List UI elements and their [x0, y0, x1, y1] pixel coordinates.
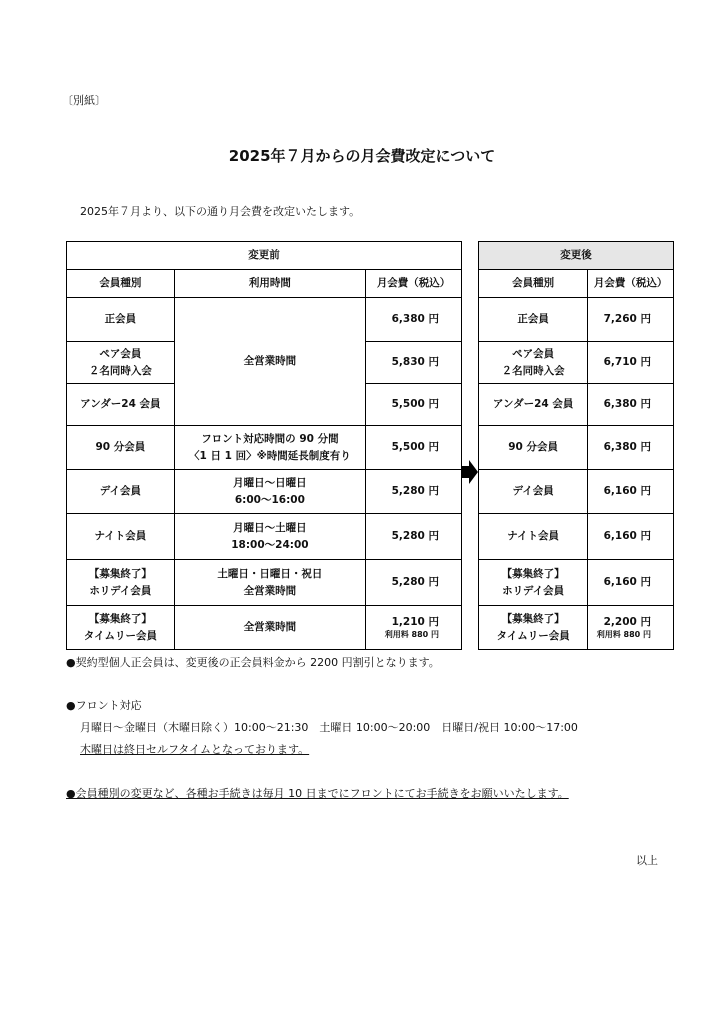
before-type-cell: 90 分会員 — [67, 426, 175, 470]
before-fee-cell: 1,210 円 利用料 880 円 — [366, 606, 462, 650]
after-type-cell: デイ会員 — [479, 470, 588, 514]
before-fee-cell: 5,280 円 — [366, 514, 462, 560]
after-col-fee: 月会費（税込） — [588, 270, 674, 298]
before-fee-cell: 5,500 円 — [366, 426, 462, 470]
before-fee-cell: 5,280 円 — [366, 470, 462, 514]
after-col-type: 会員種別 — [479, 270, 588, 298]
after-fee-cell: 6,380 円 — [588, 384, 674, 426]
after-fee-cell: 6,160 円 — [588, 560, 674, 606]
front-desk-title: ●フロント対応 — [66, 699, 142, 712]
document-label: 〔別紙〕 — [62, 94, 106, 107]
before-time-cell: 月曜日～土曜日 18:00～24:00 — [174, 514, 365, 560]
procedure-deadline-note: ●会員種別の変更など、各種お手続きは毎月 10 日までにフロントにてお手続きをお願いいたします。 — [66, 787, 569, 800]
before-type-cell: 正会員 — [67, 298, 175, 342]
after-type-cell: 【募集終了】 タイムリー会員 — [479, 606, 588, 650]
before-type-cell: 【募集終了】 ホリデイ会員 — [67, 560, 175, 606]
after-type-cell: ペア会員 ２名同時入会 — [479, 342, 588, 384]
before-fee-cell: 5,500 円 — [366, 384, 462, 426]
before-fee-cell: 5,280 円 — [366, 560, 462, 606]
after-header: 変更後 — [479, 242, 674, 270]
contract-discount-note: ●契約型個人正会員は、変更後の正会員料金から 2200 円割引となります。 — [66, 656, 440, 669]
before-time-cell: 土曜日・日曜日・祝日 全営業時間 — [174, 560, 365, 606]
before-type-cell: アンダー24 会員 — [67, 384, 175, 426]
after-fee-table — [478, 241, 674, 650]
before-fee-table — [66, 241, 462, 650]
document-title: 2025年７月からの月会費改定について — [228, 147, 496, 165]
front-desk-hours: 月曜日～金曜日（木曜日除く）10:00～21:30 土曜日 10:00～20:00 日曜日/祝日 10:00～17:00 — [80, 721, 578, 734]
after-fee-cell: 2,200 円 利用料 880 円 — [588, 606, 674, 650]
before-type-cell: ナイト会員 — [67, 514, 175, 560]
intro-text: 2025年７月より、以下の通り月会費を改定いたします。 — [80, 205, 361, 218]
after-type-cell: アンダー24 会員 — [479, 384, 588, 426]
after-fee-cell: 6,160 円 — [588, 514, 674, 560]
before-col-type: 会員種別 — [67, 270, 175, 298]
before-time-cell: フロント対応時間の 90 分間 〈1 日 1 回〉※時間延長制度有り — [174, 426, 365, 470]
before-time-cell: 全営業時間 — [174, 606, 365, 650]
after-fee-cell: 6,380 円 — [588, 426, 674, 470]
before-type-cell: 【募集終了】 タイムリー会員 — [67, 606, 175, 650]
after-fee-cell: 6,710 円 — [588, 342, 674, 384]
before-type-cell: ペア会員 ２名同時入会 — [67, 342, 175, 384]
after-fee-cell: 7,260 円 — [588, 298, 674, 342]
before-col-fee: 月会費（税込） — [366, 270, 462, 298]
before-time-cell: 月曜日～日曜日 6:00～16:00 — [174, 470, 365, 514]
closing-mark: 以上 — [636, 854, 658, 867]
after-type-cell: 正会員 — [479, 298, 588, 342]
after-type-cell: 【募集終了】 ホリデイ会員 — [479, 560, 588, 606]
before-time-all-hours: 全営業時間 — [174, 298, 365, 426]
after-fee-cell: 6,160 円 — [588, 470, 674, 514]
before-header: 変更前 — [67, 242, 462, 270]
arrow-right-icon — [462, 460, 478, 484]
after-type-cell: ナイト会員 — [479, 514, 588, 560]
thursday-self-time-note: 木曜日は終日セルフタイムとなっております。 — [80, 743, 310, 756]
after-type-cell: 90 分会員 — [479, 426, 588, 470]
usage-fee-note: 利用料 880 円 — [384, 630, 439, 640]
before-col-time: 利用時間 — [174, 270, 365, 298]
usage-fee-note: 利用料 880 円 — [596, 630, 651, 640]
before-fee-cell: 5,830 円 — [366, 342, 462, 384]
before-fee-cell: 6,380 円 — [366, 298, 462, 342]
before-type-cell: デイ会員 — [67, 470, 175, 514]
